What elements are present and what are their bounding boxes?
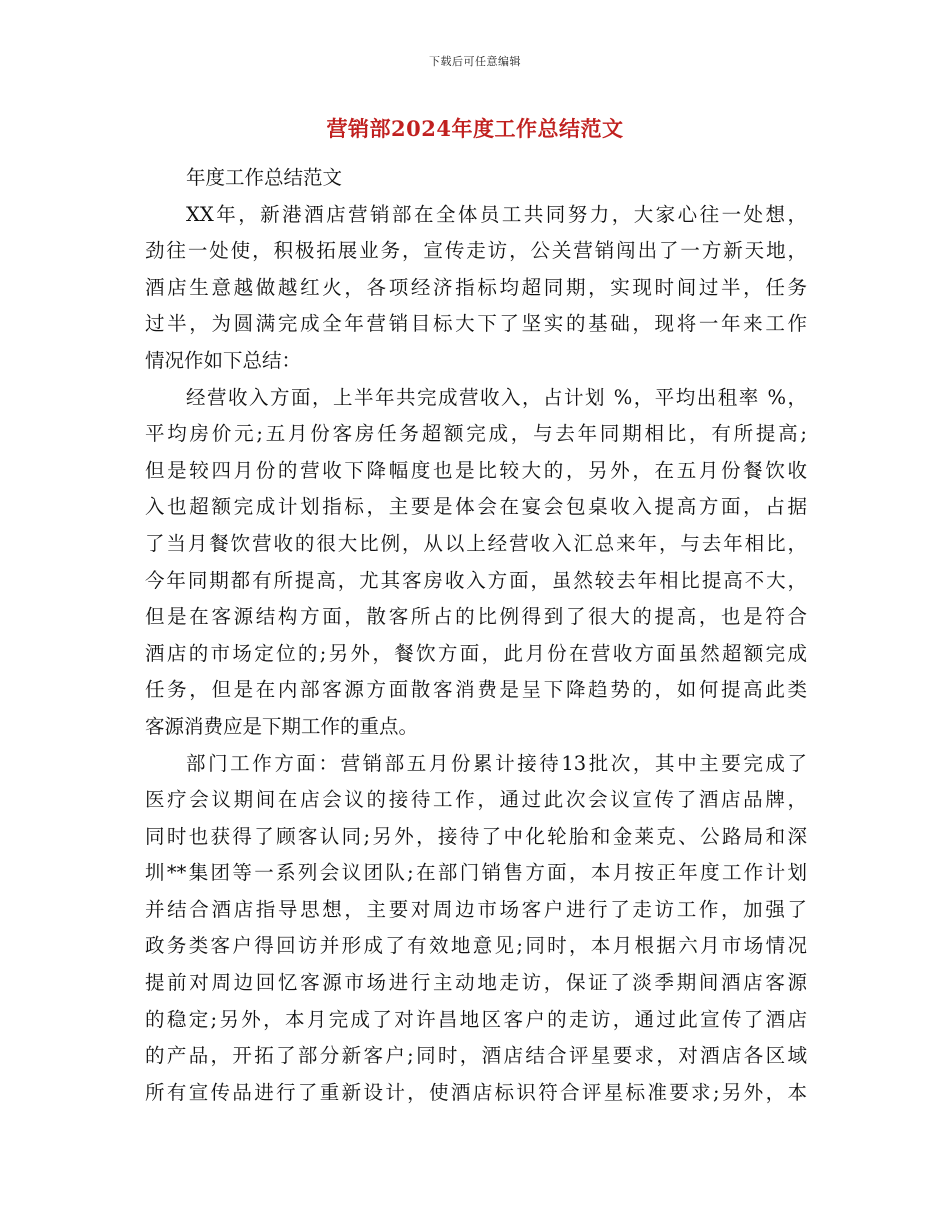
text-line: 客源消费应是下期工作的重点。 <box>145 714 419 738</box>
text-line: 但是在客源结构方面，散客所占的比例得到了很大的提高，也是符合 <box>145 605 807 629</box>
text-line: 情况作如下总结： <box>145 348 302 372</box>
text-line: 同时也获得了顾客认同;另外，接待了中化轮胎和金莱克、公路局和深 <box>145 824 807 848</box>
text-line: 劲往一处使，积极拓展业务，宣传走访，公关营销闯出了一方新天地， <box>145 239 807 263</box>
text-line: 经营收入方面，上半年共完成营收入，占计划 %，平均出租率 %， <box>186 385 807 409</box>
text-line: 的稳定;另外，本月完成了对许昌地区客户的走访，通过此宣传了酒店 <box>145 1007 807 1031</box>
text-line: 部门工作方面：营销部五月份累计接待13批次，其中主要完成了 <box>186 751 807 775</box>
text-line: 酒店生意越做越红火，各项经济指标均超同期，实现时间过半，任务 <box>145 275 807 299</box>
text-line: 了当月餐饮营收的很大比例，从以上经营收入汇总来年，与去年相比， <box>145 531 807 555</box>
text-line: 并结合酒店指导思想，主要对周边市场客户进行了走访工作，加强了 <box>145 897 807 921</box>
text-line: 年度工作总结范文 <box>186 166 343 189</box>
text-line: 医疗会议期间在店会议的接待工作，通过此次会议宣传了酒店品牌， <box>145 788 807 812</box>
text-line: 所有宣传品进行了重新设计，使酒店标识符合评星标准要求;另外，本 <box>145 1080 807 1104</box>
text-line: 的产品，开拓了部分新客户;同时，酒店结合评星要求，对酒店各区域 <box>145 1044 807 1068</box>
header-note: 下载后可任意编辑 <box>429 55 521 68</box>
text-line: 圳**集团等一系列会议团队;在部门销售方面，本月按正年度工作计划 <box>145 861 807 885</box>
text-line: XX年，新港酒店营销部在全体员工共同努力，大家心往一处想， <box>186 202 807 226</box>
document-title: 营销部2024年度工作总结范文 <box>326 116 624 141</box>
text-line: 今年同期都有所提高，尤其客房收入方面，虽然较去年相比提高不大， <box>145 568 807 592</box>
text-line: 过半，为圆满完成全年营销目标大下了坚实的基础，现将一年来工作 <box>145 312 807 336</box>
text-line: 提前对周边回忆客源市场进行主动地走访，保证了淡季期间酒店客源 <box>145 971 807 995</box>
text-line: 但是较四月份的营收下降幅度也是比较大的，另外，在五月份餐饮收 <box>145 458 807 482</box>
text-line: 任务，但是在内部客源方面散客消费是呈下降趋势的，如何提高此类 <box>145 678 807 702</box>
text-line: 平均房价元;五月份客房任务超额完成，与去年同期相比，有所提高; <box>145 422 807 446</box>
text-line: 酒店的市场定位的;另外，餐饮方面，此月份在营收方面虽然超额完成 <box>145 641 807 665</box>
document-body <box>145 160 807 1111</box>
text-line: 入也超额完成计划指标，主要是体会在宴会包桌收入提高方面，占据 <box>145 495 807 519</box>
text-line: 政务类客户得回访并形成了有效地意见;同时，本月根据六月市场情况 <box>145 934 807 958</box>
